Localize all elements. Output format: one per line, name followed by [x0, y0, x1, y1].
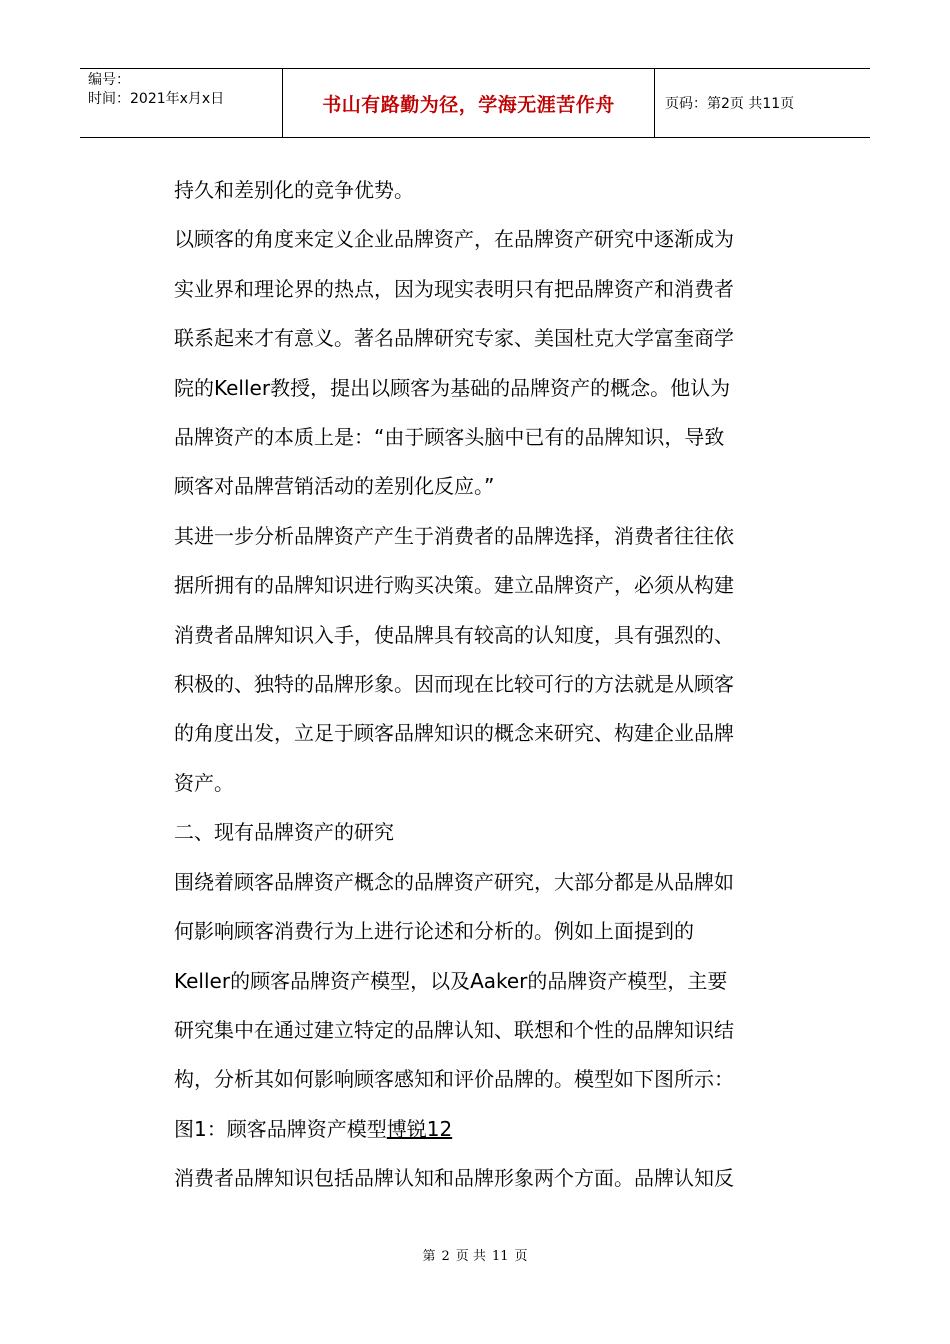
body-line: 联系起来才有意义。著名品牌研究专家、美国杜克大学富奎商学 [174, 326, 734, 351]
body-line: 研究集中在通过建立特定的品牌认知、联想和个性的品牌知识结 [174, 1017, 734, 1042]
figure-caption: 图1：顾客品牌资产模型 [174, 1116, 387, 1141]
page-info: 页码：第2页 共11页 [665, 96, 795, 112]
body-line: 何影响顾客消费行为上进行论述和分析的。例如上面提到的 [174, 919, 694, 944]
code-label: 编号： [88, 72, 130, 88]
body-line: Keller的顾客品牌资产模型，以及Aaker的品牌资产模型，主要 [174, 968, 728, 993]
body-line: 的角度出发，立足于顾客品牌知识的概念来研究、构建企业品牌 [174, 721, 734, 746]
date-label: 时间：2021年x月x日 [88, 91, 225, 107]
body-line: 品牌资产的本质上是：“由于顾客头脑中已有的品牌知识，导致 [174, 425, 725, 450]
footer-page-number: 2 [441, 1249, 450, 1264]
header-middle-cell [283, 69, 655, 137]
figure-caption-line [174, 1105, 814, 1154]
section-heading: 二、现有品牌资产的研究 [174, 820, 394, 845]
header-left-cell [80, 69, 283, 137]
body-line: 其进一步分析品牌资产产生于消费者的品牌选择，消费者往往依 [174, 523, 734, 548]
footer-total-pages: 11 [491, 1249, 509, 1264]
document-body [174, 166, 814, 1204]
body-line: 持久和差别化的竞争优势。 [174, 178, 414, 202]
page-footer [0, 1245, 950, 1264]
figure-link[interactable]: 博锐12 [386, 1116, 453, 1141]
body-line: 围绕着顾客品牌资产概念的品牌资产研究，大部分都是从品牌如 [174, 869, 734, 894]
body-line: 消费者品牌知识包括品牌认知和品牌形象两个方面。品牌认知反 [174, 1166, 734, 1191]
body-line: 构，分析其如何影响顾客感知和评价品牌的。模型如下图所示： [174, 1067, 734, 1092]
body-line: 院的Keller教授，提出以顾客为基础的品牌资产的概念。他认为 [174, 375, 731, 400]
body-line: 实业界和理论界的热点，因为现实表明只有把品牌资产和消费者 [174, 276, 734, 301]
body-line: 资产。 [174, 770, 234, 795]
body-line: 以顾客的角度来定义企业品牌资产，在品牌资产研究中逐渐成为 [174, 227, 734, 252]
footer-prefix: 第 [422, 1249, 436, 1264]
body-line: 据所拥有的品牌知识进行购买决策。建立品牌资产，必须从构建 [174, 573, 734, 598]
footer-suffix: 页 [514, 1249, 528, 1264]
motto-text: 书山有路勤为径，学海无涯苦作舟 [322, 93, 615, 116]
body-line: 消费者品牌知识入手，使品牌具有较高的认知度，具有强烈的、 [174, 622, 734, 647]
header-table [80, 68, 870, 138]
footer-mid: 页 共 [455, 1249, 486, 1264]
body-line: 积极的、独特的品牌形象。因而现在比较可行的方法就是从顾客 [174, 672, 734, 697]
header-right-cell [655, 69, 870, 137]
body-line: 顾客对品牌营销活动的差别化反应。” [174, 474, 495, 499]
